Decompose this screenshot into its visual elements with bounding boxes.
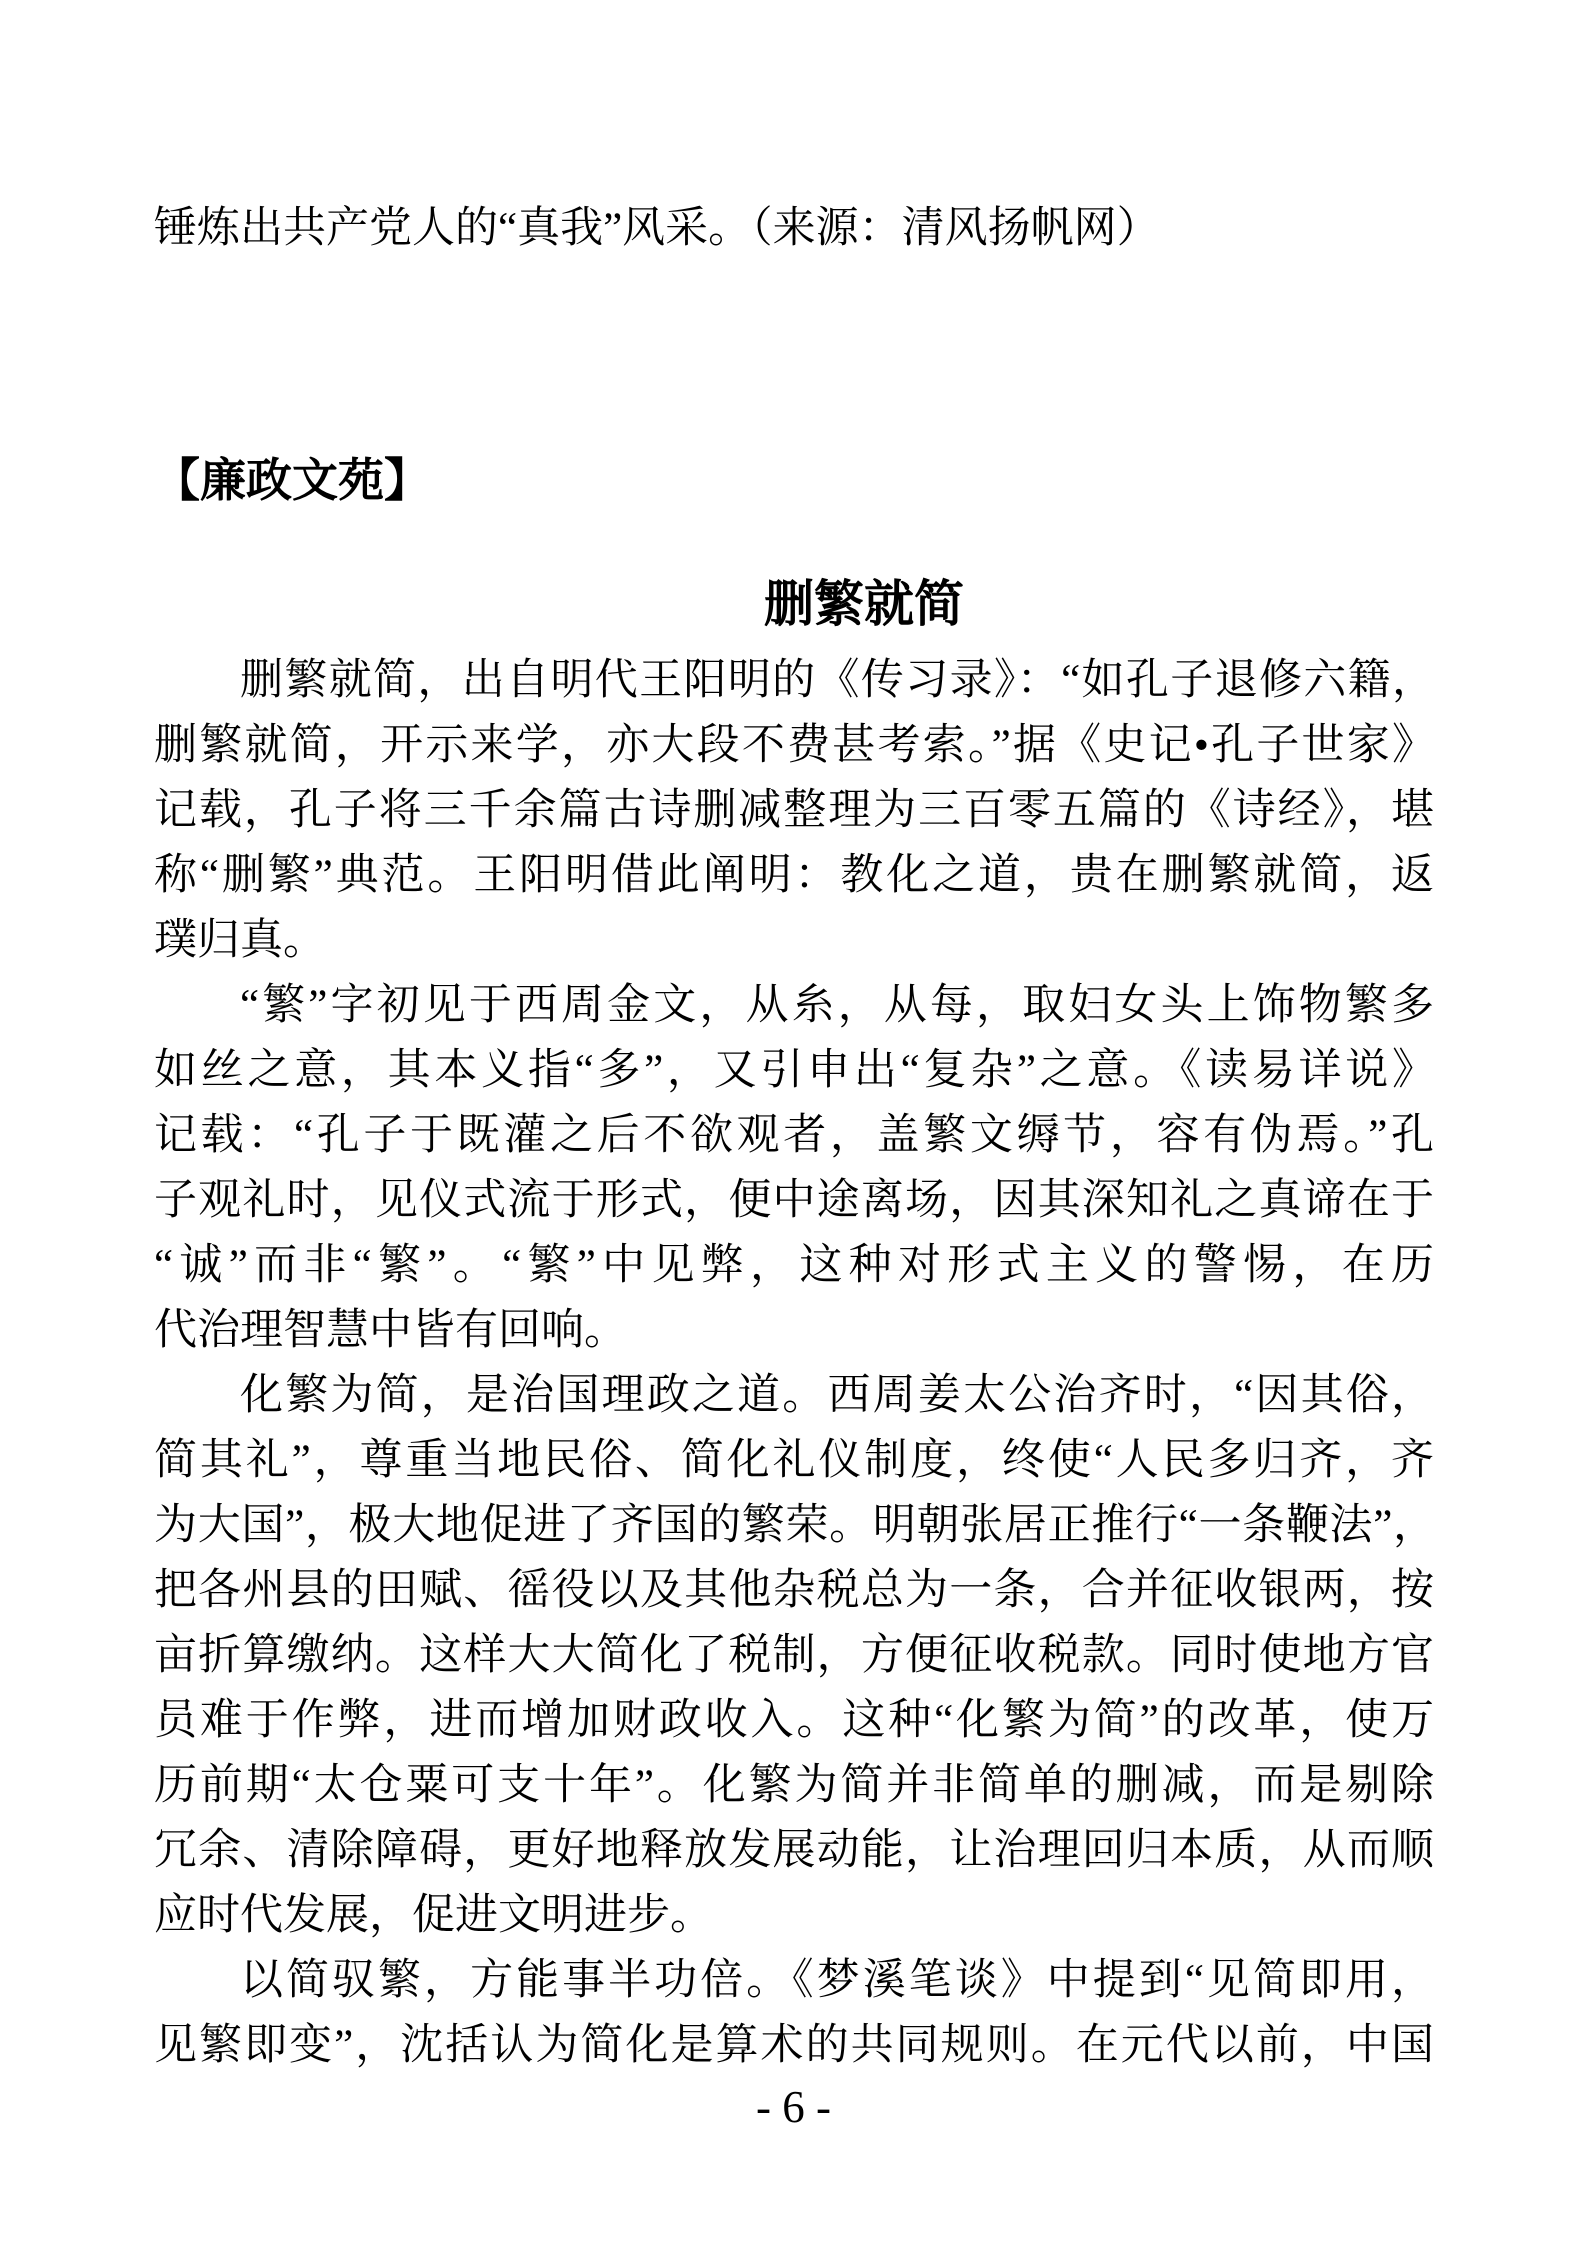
body-text-line: 以简驭繁，方能事半功倍。《梦溪笔谈》中提到“见简即用， [240, 1957, 1434, 2004]
section-header: 【廉政文苑】 [154, 455, 430, 506]
body-text-line: 记载，孔子将三千余篇古诗删减整理为三百零五篇的《诗经》，堪 [154, 787, 1434, 834]
article-body [154, 648, 1434, 2078]
article-title: 删繁就简 [764, 576, 964, 632]
body-text-line: 应时代发展，促进文明进步。 [154, 1892, 713, 1939]
body-text-line: 化繁为简，是治国理政之道。西周姜太公治齐时，“因其俗， [240, 1372, 1434, 1419]
body-text-line: 子观礼时，见仪式流于形式，便中途离场，因其深知礼之真谛在于 [154, 1177, 1434, 1224]
body-text-line: 简其礼”，尊重当地民俗、简化礼仪制度，终使“人民多归齐，齐 [154, 1437, 1434, 1484]
body-text-line: 亩折算缴纳。这样大大简化了税制，方便征收税款。同时使地方官 [154, 1632, 1434, 1679]
body-text-line: 称“删繁”典范。王阳明借此阐明：教化之道，贵在删繁就简，返 [154, 852, 1434, 899]
body-text-line: 冗余、清除障碍，更好地释放发展动能，让治理回归本质，从而顺 [154, 1827, 1434, 1874]
page-number: - 6 - [756, 2082, 831, 2132]
body-text-line: “繁”字初见于西周金文，从糸，从每，取妇女头上饰物繁多 [240, 982, 1434, 1029]
body-text-line: 为大国”，极大地促进了齐国的繁荣。明朝张居正推行“一条鞭法”， [154, 1502, 1434, 1549]
previous-article-ending-line: 锤炼出共产党人的“真我”风采。（来源：清风扬帆网） [154, 205, 1160, 252]
body-text-line: 删繁就简，出自明代王阳明的《传习录》：“如孔子退修六籍， [240, 657, 1434, 704]
body-text-line: 把各州县的田赋、徭役以及其他杂税总为一条，合并征收银两，按 [154, 1567, 1434, 1614]
body-text-line: 如丝之意，其本义指“多”，又引申出“复杂”之意。《读易详说》 [154, 1047, 1434, 1094]
body-text-line: 员难于作弊，进而增加财政收入。这种“化繁为简”的改革，使万 [154, 1697, 1434, 1744]
body-text-line: 历前期“太仓粟可支十年”。化繁为简并非简单的删减，而是剔除 [154, 1762, 1434, 1809]
body-text-line: “诚”而非“繁”。“繁”中见弊，这种对形式主义的警惕，在历 [154, 1242, 1434, 1289]
body-text-line: 记载：“孔子于既灌之后不欲观者，盖繁文缛节，容有伪焉。”孔 [154, 1112, 1434, 1159]
body-text-line: 璞归真。 [154, 917, 326, 964]
body-text-line: 删繁就简，开示来学，亦大段不费甚考索。”据《史记•孔子世家》 [154, 722, 1434, 769]
body-text-line: 代治理智慧中皆有回响。 [154, 1307, 627, 1354]
body-text-line: 见繁即变”，沈括认为简化是算术的共同规则。在元代以前，中国 [154, 2022, 1434, 2069]
